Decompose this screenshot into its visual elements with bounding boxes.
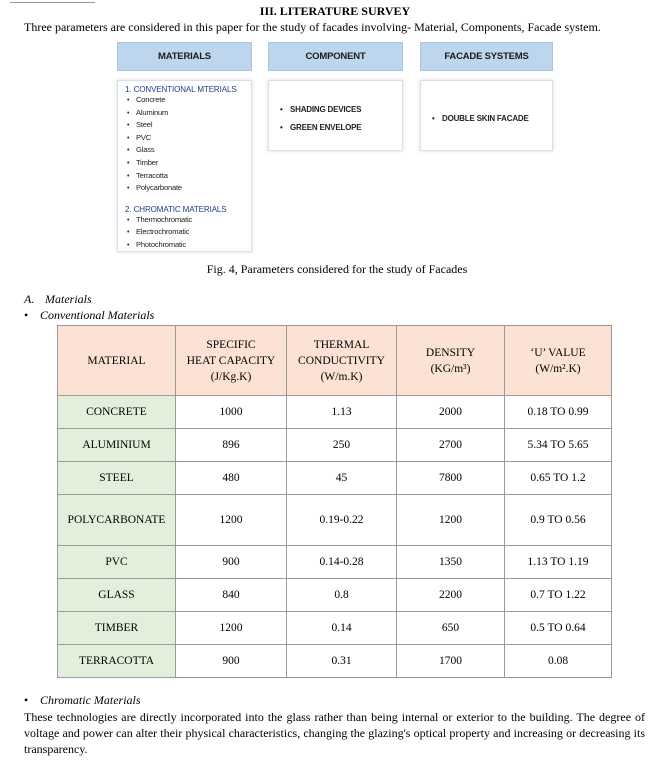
bullet-icon: •: [24, 308, 29, 322]
list-item: • Thermochromatic: [127, 214, 251, 227]
column-header: MATERIAL: [58, 326, 176, 396]
material-cell: GLASS: [58, 579, 176, 612]
list-item: • Photochromatic: [127, 239, 251, 252]
table-cell: 480: [176, 462, 287, 495]
conventional-materials-list: [125, 94, 251, 195]
component-header: COMPONENT: [268, 42, 403, 71]
table-cell: 0.18 TO 0.99: [505, 396, 612, 429]
table-cell: 1200: [176, 495, 287, 546]
material-cell: STEEL: [58, 462, 176, 495]
list-item: • Steel: [127, 119, 251, 132]
materials-header: MATERIALS: [117, 42, 252, 71]
list-item: • Glass: [127, 144, 251, 157]
list-item: • DOUBLE SKIN FACADE: [432, 110, 552, 128]
table-cell: 0.9 TO 0.56: [505, 495, 612, 546]
bullet-label: Chromatic Materials: [40, 693, 141, 707]
table-row: [58, 396, 612, 429]
table-cell: 0.19-0.22: [287, 495, 397, 546]
conventional-materials-title: 1. CONVENTIONAL MTERIALS: [125, 85, 237, 94]
material-cell: TERRACOTTA: [58, 645, 176, 678]
table-cell: 0.14-0.28: [287, 546, 397, 579]
material-cell: TIMBER: [58, 612, 176, 645]
bullet-label: Conventional Materials: [40, 308, 155, 322]
table-cell: 1.13 TO 1.19: [505, 546, 612, 579]
facade-systems-box: [420, 80, 553, 151]
table-cell: 1.13: [287, 396, 397, 429]
materials-box: [117, 80, 252, 252]
table-cell: 1200: [397, 495, 505, 546]
table-cell: 900: [176, 645, 287, 678]
table-row: [58, 546, 612, 579]
table-cell: 1700: [397, 645, 505, 678]
table-cell: 7800: [397, 462, 505, 495]
table-header-row: [58, 326, 612, 396]
table-cell: 0.65 TO 1.2: [505, 462, 612, 495]
table-cell: 0.7 TO 1.22: [505, 579, 612, 612]
table-cell: 0.5 TO 0.64: [505, 612, 612, 645]
table-row: [58, 579, 612, 612]
table-row: [58, 462, 612, 495]
table-cell: 45: [287, 462, 397, 495]
top-rule: [10, 2, 95, 3]
materials-table: [57, 325, 612, 678]
component-list: [278, 101, 402, 137]
table-cell: 2000: [397, 396, 505, 429]
table-cell: 2200: [397, 579, 505, 612]
list-item: • Aluminum: [127, 107, 251, 120]
intro-paragraph: Three parameters are considered in this paper for the study of facades involving- Material, Components, Facade system.: [24, 20, 601, 34]
table-cell: 1200: [176, 612, 287, 645]
table-row: [58, 645, 612, 678]
material-cell: CONCRETE: [58, 396, 176, 429]
figure-caption: Fig. 4, Parameters considered for the study of Facades: [206, 262, 468, 276]
section-heading: III. LITERATURE SURVEY: [259, 4, 411, 18]
table-cell: 250: [287, 429, 397, 462]
list-item: • Polycarbonate: [127, 182, 251, 195]
table-cell: 1350: [397, 546, 505, 579]
material-cell: ALUMINIUM: [58, 429, 176, 462]
column-header: DENSITY (KG/m³): [397, 326, 505, 396]
chromatic-materials-title: 2. CHROMATIC MATERIALS: [125, 204, 227, 214]
list-item: • Timber: [127, 157, 251, 170]
table-cell: 0.14: [287, 612, 397, 645]
material-cell: POLYCARBONATE: [58, 495, 176, 546]
bullet-conventional: [24, 308, 154, 323]
material-cell: PVC: [58, 546, 176, 579]
list-item: • Terracotta: [127, 170, 251, 183]
subsection-number: A.: [24, 292, 35, 306]
bullet-chromatic: [24, 693, 141, 708]
table-cell: 2700: [397, 429, 505, 462]
table-row: [58, 429, 612, 462]
table-row: [58, 612, 612, 645]
list-item: • SHADING DEVICES: [280, 101, 402, 119]
table-cell: 0.08: [505, 645, 612, 678]
chromatic-materials-list: [125, 214, 251, 252]
column-header: ‘U’ VALUE (W/m².K): [505, 326, 612, 396]
table-cell: 840: [176, 579, 287, 612]
table-cell: 0.31: [287, 645, 397, 678]
subsection-title: Materials: [45, 292, 92, 306]
column-header: SPECIFIC HEAT CAPACITY (J/Kg.K): [176, 326, 287, 396]
chromatic-paragraph: These technologies are directly incorporated into the glass rather than being internal or exterior to the building. The degree of voltage and power can alter their physical characteristics, changing the glazing's optical property and increasing or decreasing its transparency.: [24, 710, 645, 756]
table-cell: 5.34 TO 5.65: [505, 429, 612, 462]
table-cell: 650: [397, 612, 505, 645]
subsection-heading: [24, 292, 92, 307]
list-item: • GREEN ENVELOPE: [280, 119, 402, 137]
table-cell: 896: [176, 429, 287, 462]
list-item: • Electrochromatic: [127, 226, 251, 239]
component-box: [268, 80, 403, 151]
facade-systems-list: [430, 110, 552, 128]
table-cell: 900: [176, 546, 287, 579]
bullet-icon: •: [24, 693, 29, 707]
table-cell: 0.8: [287, 579, 397, 612]
table-row: [58, 495, 612, 546]
table-cell: 1000: [176, 396, 287, 429]
column-header: THERMAL CONDUCTIVITY (W/m.K): [287, 326, 397, 396]
list-item: • Concrete: [127, 94, 251, 107]
facade-systems-header: FACADE SYSTEMS: [420, 42, 553, 71]
list-item: • PVC: [127, 132, 251, 145]
